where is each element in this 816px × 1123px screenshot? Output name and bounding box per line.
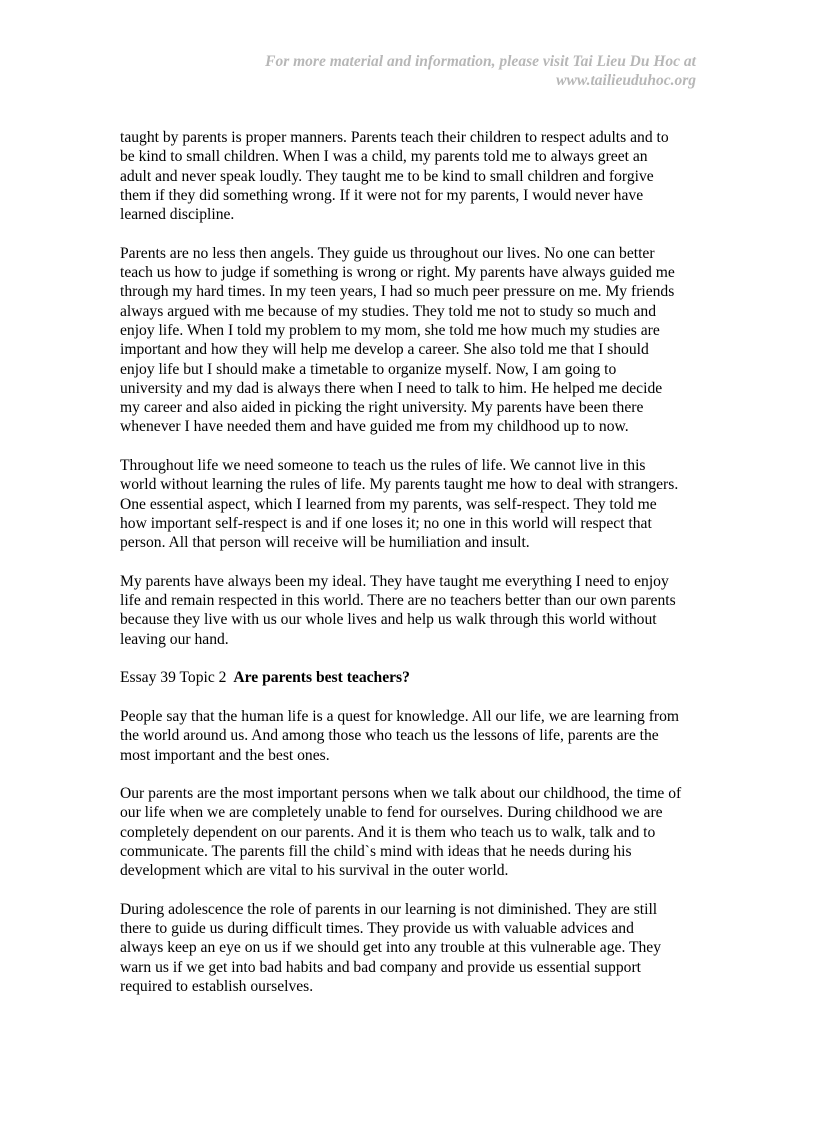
paragraph: [120, 707, 710, 765]
text-line: taught by parents is proper manners. Parents teach their children to respect adults and to: [120, 129, 669, 146]
text-line: learned discipline.: [120, 206, 235, 224]
text-line: life and remain respected in this world. There are no teachers better than our own parents: [120, 592, 676, 610]
text-line: During adolescence the role of parents in our learning is not diminished. They are still: [120, 900, 658, 918]
paragraph: [120, 128, 710, 224]
text-line: person. All that person will receive will be humiliation and insult.: [120, 534, 530, 552]
text-line: Our parents are the most important persons when we talk about our childhood, the time of: [120, 785, 682, 803]
paragraph: [120, 784, 710, 880]
text-line: completely dependent on our parents. And it is them who teach us to walk, talk and to: [120, 823, 656, 841]
text-line: People say that the human life is a quest for knowledge. All our life, we are learning from: [120, 707, 680, 725]
text-line: Throughout life we need someone to teach us the rules of life. We cannot live in this: [120, 457, 646, 475]
text-line: university and my dad is always there when I need to talk to him. He helped me decide: [120, 379, 663, 397]
text-line: there to guide us during difficult times. They provide us with valuable advices and: [120, 920, 634, 938]
text-line: Parents are no less then angels. They guide us throughout our lives. No one can better: [120, 244, 655, 262]
text-line: leaving our hand.: [120, 630, 229, 648]
document-body: [120, 128, 710, 1016]
text-line: warn us if we get into bad habits and bad company and provide us essential support: [120, 958, 641, 976]
text-line: development which are vital to his survival in the outer world.: [120, 862, 509, 880]
text-line: adult and never speak loudly. They taught me to be kind to small children and forgive: [120, 167, 654, 185]
text-line: how important self-respect is and if one loses it; no one in this world will respect that: [120, 514, 652, 532]
header-line-2[interactable]: www.tailieuduhoc.org: [556, 72, 696, 89]
text-line: always argued with me because of my studies. They told me not to study so much and: [120, 302, 657, 320]
text-line: important and how they will help me develop a career. She also told me that I should: [120, 341, 649, 359]
text-line: communicate. The parents fill the child`s mind with ideas that he needs during his: [120, 842, 632, 860]
text-line: my career and also aided in picking the right university. My parents have been there: [120, 399, 644, 417]
text-line: One essential aspect, which I learned from my parents, was self-respect. They told me: [120, 495, 657, 513]
text-line: required to establish ourselves.: [120, 978, 314, 996]
header-line-1: For more material and information, please visit Tai Lieu Du Hoc at: [265, 53, 696, 70]
text-line: through my hard times. In my teen years, I had so much peer pressure on me. My friends: [120, 283, 675, 301]
text-line: enjoy life. When I told my problem to my mom, she told me how much my studies are: [120, 321, 660, 339]
paragraph: [120, 572, 710, 649]
essay-title: Are parents best teachers?: [233, 669, 410, 687]
text-line: whenever I have needed them and have guided me from my childhood up to now.: [120, 418, 629, 436]
text-line: world without learning the rules of life. My parents taught me how to deal with strangers.: [120, 476, 679, 494]
paragraph: [120, 456, 710, 552]
text-line: most important and the best ones.: [120, 746, 330, 764]
essay-heading: [120, 668, 710, 687]
text-line: them if they did something wrong. If it were not for my parents, I would never have: [120, 186, 644, 204]
paragraph: [120, 900, 710, 996]
page-header: [265, 52, 696, 90]
text-line: always keep an eye on us if we should get into any trouble at this vulnerable age. They: [120, 939, 662, 957]
paragraph: [120, 244, 710, 437]
text-line: be kind to small children. When I was a child, my parents told me to always greet an: [120, 148, 648, 166]
text-line: our life when we are completely unable to fend for ourselves. During childhood we are: [120, 804, 663, 822]
text-line: teach us how to judge if something is wrong or right. My parents have always guided me: [120, 264, 675, 282]
text-line: My parents have always been my ideal. They have taught me everything I need to enjoy: [120, 572, 669, 590]
text-line: enjoy life but I should make a timetable to organize myself. Now, I am going to: [120, 360, 617, 378]
text-line: the world around us. And among those who teach us the lessons of life, parents are the: [120, 727, 659, 745]
text-line: because they live with us our whole lives and help us walk through this world without: [120, 611, 657, 629]
essay-label: Essay 39 Topic 2: [120, 669, 227, 687]
